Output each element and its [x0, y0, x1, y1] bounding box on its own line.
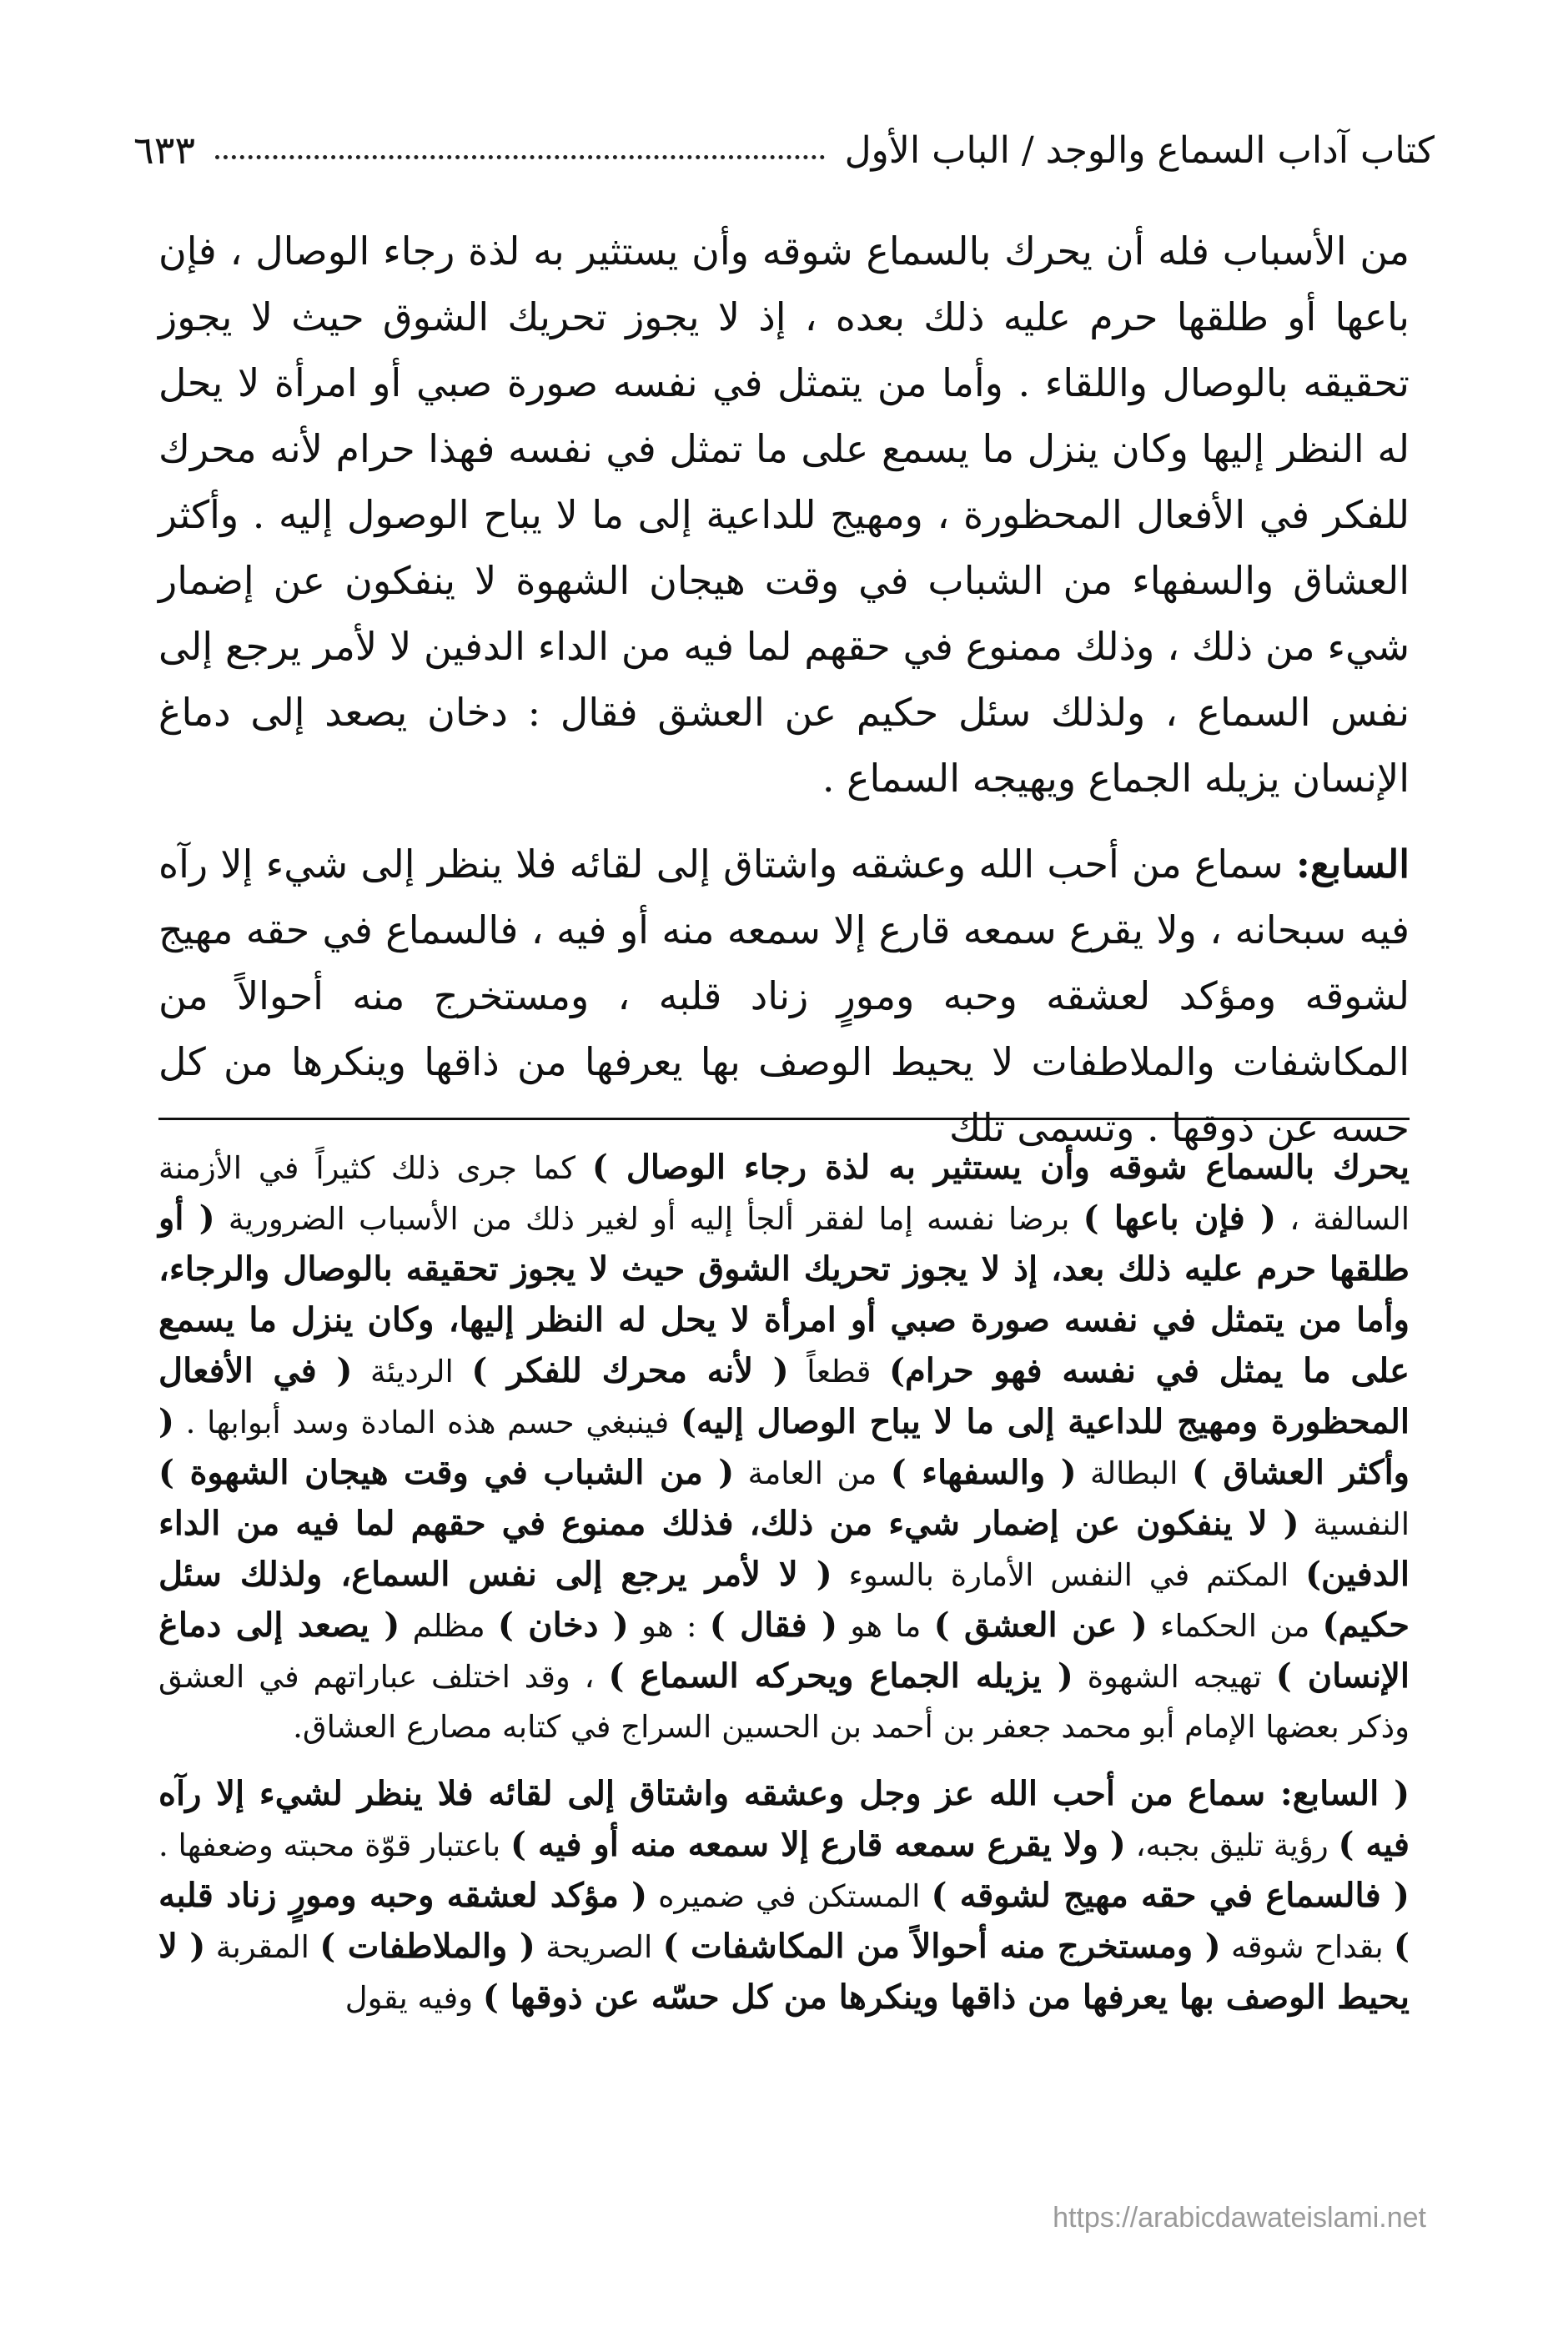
commentary-paragraph	[158, 1769, 1410, 2023]
main-paragraph-body: سماع من أحب الله وعشقه واشتاق إلى لقائه فلا ينظر إلى شيء إلا رآه فيه سبحانه ، ولا يقرع سمعه قارع إلا سمعه منه أو فيه ، فالسماع في حقه مهيج لشوقه ومؤكد لعشقه وحبه ومورٍ زناد قلبه ، ومستخرج منه أحوالاً من المكاشفات والملاطفات لا يحيط الوصف بها يعرفها من ذاقها وينكرها من كل حسه عن ذوقها . وتسمى تلك	[158, 842, 1410, 1150]
header-leader-dots	[215, 155, 824, 159]
commentary-text: النفسية	[1299, 1506, 1410, 1542]
footnote-divider	[158, 1118, 1410, 1120]
quoted-text: ( فإن باعها )	[1083, 1199, 1277, 1238]
quoted-text: ( والسفهاء )	[890, 1453, 1077, 1492]
commentary-text: تهيجه الشهوة	[1073, 1659, 1276, 1695]
quoted-text: ( من الشباب في وقت هيجان الشهوة )	[158, 1453, 735, 1492]
section-lead: السابع:	[1295, 842, 1410, 887]
quoted-text: ( دخان )	[497, 1606, 629, 1645]
quoted-text: ( في الأفعال المحظورة ومهيج للداعية إلى ما لا يباح الوصال إليه)	[158, 1351, 1410, 1441]
quoted-text: ( لأنه محرك للفكر )	[471, 1351, 789, 1390]
commentary-text: من العامة	[734, 1455, 891, 1491]
commentary-text: الصريحة	[535, 1929, 663, 1965]
quoted-text: ( يصعد إلى دماغ الإنسان )	[158, 1606, 1410, 1696]
commentary-text: : هو	[628, 1608, 710, 1644]
page-header	[133, 117, 1435, 183]
quoted-text: ( لا لأمر يرجع إلى نفس السماع، ولذلك سئل حكيم)	[158, 1555, 1410, 1645]
quoted-text: ( والملاطفات )	[319, 1927, 535, 1966]
quoted-text: ( لا يحيط الوصف بها يعرفها من ذاقها وينكرها من كل حسّه عن ذوقها )	[158, 1927, 1410, 2017]
quoted-text: ( مؤكد لعشقه وحبه ومورٍ زناد قلبه )	[158, 1876, 1410, 1966]
commentary-text: كما جرى ذلك كثيراً في الأزمنة السالفة ،	[158, 1150, 1410, 1237]
commentary-text: المقربة	[205, 1929, 320, 1965]
page-number: ٦٣٣	[133, 128, 196, 173]
commentary-text: مظلم	[400, 1608, 498, 1644]
commentary-text: برضا نفسه إما لفقر ألجأ إليه أو لغير ذلك من الأسباب الضرورية	[214, 1201, 1083, 1237]
quoted-text: ( عن العشق )	[933, 1606, 1148, 1645]
commentary-text: رؤية تليق بجبه،	[1125, 1827, 1339, 1863]
quoted-text: ( لا ينفكون عن إضمار شيء من ذلك، فذلك ممنوع في حقهم لما فيه من الداء الدفين)	[158, 1504, 1410, 1594]
commentary-text: باعتبار قوّة محبته وضعفها .	[158, 1827, 510, 1863]
commentary-text: من الحكماء	[1147, 1608, 1323, 1644]
quoted-text: ( أو طلقها حرم عليه ذلك بعد، إذ لا يجوز تحريك الشوق حيث لا يجوز تحقيقه بالوصال والرجاء، وأما من يتمثل في نفسه صورة صبي أو امرأة لا يحل له النظر إليها، وكان ينزل ما يسمع على ما يمثل في نفسه فهو حرام)	[158, 1199, 1410, 1390]
quoted-text: ( وأكثر العشاق )	[158, 1402, 1410, 1492]
quoted-text: ( ولا يقرع سمعه قارع إلا سمعه منه أو فيه )	[510, 1825, 1126, 1864]
main-paragraph	[158, 832, 1410, 1161]
watermark-url: https://arabicdawateislami.net	[1053, 2202, 1426, 2234]
commentary-text: المكتم في النفس الأمارة بالسوء	[832, 1557, 1306, 1593]
commentary-text: قطعاً	[788, 1354, 890, 1390]
main-paragraph: من الأسباب فله أن يحرك بالسماع شوقه وأن يستثير به لذة رجاء الوصال ، فإن باعها أو طلقها حرم عليه ذلك بعده ، إذ لا يجوز تحريك الشوق حيث لا يجوز تحقيقه بالوصال واللقاء . وأما من يتمثل في نفسه صورة صبي أو امرأة لا يحل له النظر إليها وكان ينزل ما يسمع على ما تمثل في نفسه فهذا حرام لأنه محرك للفكر في الأفعال المحظورة ، ومهيج للداعية إلى ما لا يباح الوصول إليه . وأكثر العشاق والسفهاء من الشباب في وقت هيجان الشهوة لا ينفكون عن إضمار شيء من ذلك ، وذلك ممنوع في حقهم لما فيه من الداء الدفين لا لأمر يرجع إلى نفس السماع ، ولذلك سئل حكيم عن العشق فقال : دخان يصعد إلى دماغ الإنسان يزيله الجماع ويهيجه السماع .	[158, 229, 1410, 801]
quoted-text: ( السابع: سماع من أحب الله عز وجل وعشقه واشتاق إلى لقائه فلا ينظر لشيء إلا رآه فيه )	[158, 1774, 1410, 1864]
quoted-text: ( فالسماع في حقه مهيج لشوقه )	[931, 1876, 1410, 1915]
quoted-text: ( فقال )	[709, 1606, 838, 1645]
commentary-text: الرديئة	[352, 1354, 472, 1390]
commentary-text: ما هو	[837, 1608, 934, 1644]
commentary-paragraph	[158, 1143, 1410, 1752]
commentary-text: البطالة	[1076, 1455, 1192, 1491]
running-title: كتاب آداب السماع والوجد / الباب الأول	[844, 128, 1435, 172]
quoted-text: ( يزيله الجماع ويحركه السماع )	[608, 1656, 1073, 1696]
commentary-text: وفيه يقول	[344, 1980, 483, 2016]
commentary	[158, 1143, 1410, 2023]
commentary-text: المستكن في ضميره	[647, 1878, 932, 1914]
quoted-text: ( ومستخرج منه أحوالاً من المكاشفات )	[662, 1927, 1221, 1966]
commentary-text: فينبغي حسم هذه المادة وسد أبوابها .	[173, 1405, 681, 1440]
commentary-text: ، وقد اختلف عباراتهم في العشق وذكر بعضها الإمام أبو محمد جعفر بن أحمد بن الحسين السراج في كتابه مصارع العشاق.	[158, 1659, 1410, 1745]
main-text	[158, 219, 1410, 1161]
commentary-text: بقداح شوقه	[1220, 1929, 1395, 1965]
quoted-text: يحرك بالسماع شوقه وأن يستثير به لذة رجاء الوصال )	[591, 1148, 1410, 1187]
